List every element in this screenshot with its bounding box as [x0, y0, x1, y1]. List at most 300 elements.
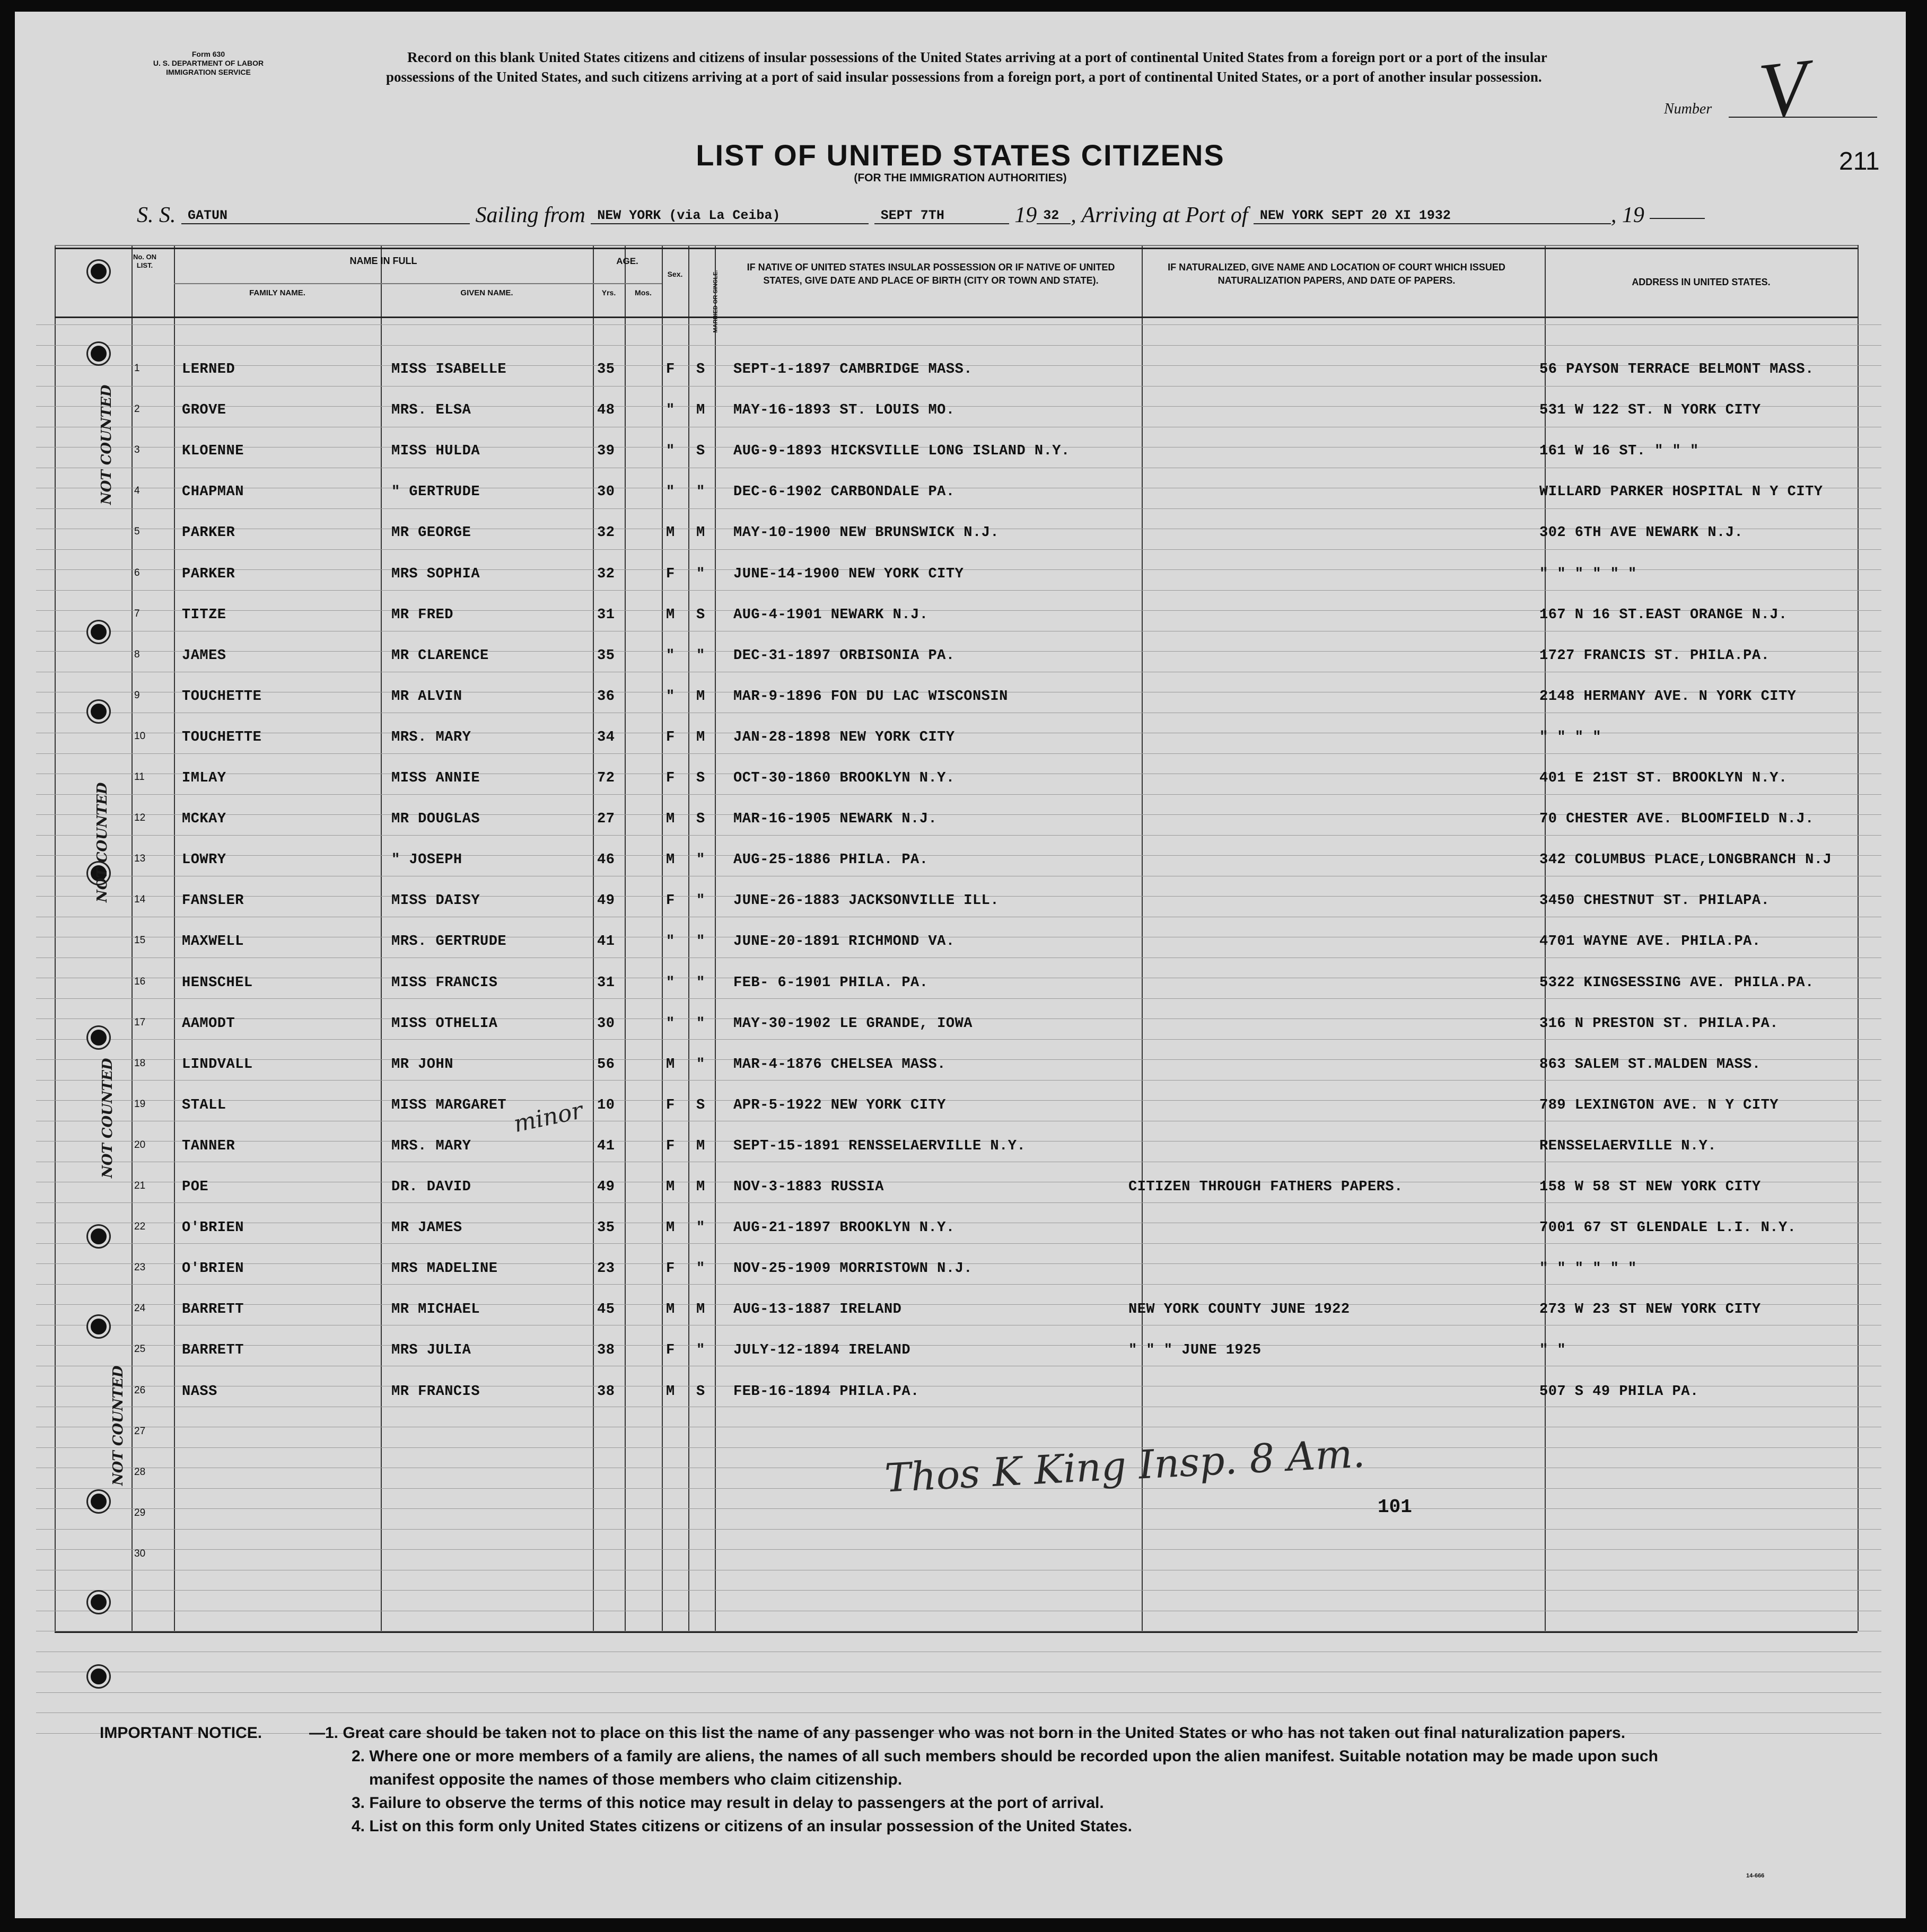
birth-date-place: FEB-16-1894 PHILA.PA. [733, 1383, 919, 1400]
notice-item-4: 4. List on this form only United States citizens or citizens of an insular possession of the United States. [352, 1817, 1132, 1835]
sex: M [666, 1302, 675, 1318]
header-rule [55, 248, 1858, 249]
sex: " [666, 934, 675, 950]
age-years: 38 [597, 1342, 615, 1359]
marital-status: M [696, 525, 705, 541]
binder-hole [88, 343, 109, 364]
ruled-line [36, 1284, 1881, 1285]
binder-hole [88, 1027, 109, 1048]
us-address: 158 W 58 ST NEW YORK CITY [1539, 1179, 1761, 1195]
age-years: 35 [597, 362, 615, 377]
family-name: NASS [182, 1383, 217, 1400]
age-years: 27 [597, 811, 615, 828]
marital-status: S [696, 607, 705, 623]
age-years: 30 [597, 1015, 615, 1032]
sex: F [666, 893, 675, 909]
header-rule [55, 245, 1858, 246]
column-divider [688, 245, 689, 1631]
row-number: 14 [134, 894, 146, 906]
col-address-header: ADDRESS IN UNITED STATES. [1632, 277, 1771, 287]
notice-label: IMPORTANT NOTICE. [100, 1724, 262, 1742]
row-number: 10 [134, 730, 146, 742]
family-name: MAXWELL [182, 934, 244, 950]
form-number: Form 630 [191, 50, 225, 58]
sex: " [666, 974, 675, 991]
marital-status: M [696, 1302, 705, 1318]
marital-status: M [696, 1138, 705, 1154]
ruled-line [36, 1549, 1881, 1550]
service-name: IMMIGRATION SERVICE [166, 68, 251, 76]
marital-status: " [696, 852, 705, 868]
row-number: 15 [134, 935, 146, 946]
age-years: 41 [597, 934, 615, 950]
given-name: MRS. MARY [391, 1138, 471, 1154]
page-number: 211 [1839, 147, 1880, 175]
margin-note-not-counted-2: NOT COUNTED [94, 782, 110, 902]
family-name: BARRETT [182, 1342, 244, 1359]
us-address: 167 N 16 ST.EAST ORANGE N.J. [1539, 607, 1788, 623]
marital-status: S [696, 362, 705, 377]
given-name: MISS ANNIE [391, 770, 480, 786]
margin-note-not-counted-4: NOT COUNTED [110, 1365, 126, 1486]
given-name: MR JOHN [391, 1056, 453, 1073]
sex: M [666, 1383, 675, 1400]
binder-hole [88, 261, 109, 282]
given-name: MR FRED [391, 607, 453, 623]
given-name: MRS SOPHIA [391, 566, 480, 582]
margin-note-not-counted-1: NOT COUNTED [99, 384, 115, 505]
column-divider [174, 245, 175, 1631]
age-years: 56 [597, 1056, 615, 1073]
marital-status: S [696, 443, 705, 460]
given-name: MRS. ELSA [391, 402, 471, 419]
binder-hole [88, 1592, 109, 1613]
col-sex-header: Sex. [667, 270, 683, 278]
age-years: 48 [597, 402, 615, 419]
us-address: 342 COLUMBUS PLACE,LONGBRANCH N.J [1539, 852, 1832, 868]
us-address: " " " " " " [1539, 1261, 1637, 1277]
margin-note-not-counted-3: NOT COUNTED [100, 1058, 116, 1178]
family-name: IMLAY [182, 770, 226, 786]
sex: F [666, 1261, 675, 1277]
col-no-header: No. ON LIST. [133, 253, 157, 269]
ruled-line [36, 1590, 1881, 1591]
sex: M [666, 607, 675, 623]
column-divider [132, 245, 133, 1631]
marital-status: " [696, 647, 705, 664]
us-address: 273 W 23 ST NEW YORK CITY [1539, 1302, 1761, 1318]
age-years: 32 [597, 566, 615, 582]
us-address: " " " " " " [1539, 566, 1637, 582]
sex: M [666, 1056, 675, 1073]
page-subtitle: (FOR THE IMMIGRATION AUTHORITIES) [854, 172, 1067, 184]
ruled-line [36, 1508, 1881, 1509]
age-years: 31 [597, 607, 615, 623]
birth-date-place: MAR-9-1896 FON DU LAC WISCONSIN [733, 688, 1008, 705]
ruled-line [36, 1080, 1881, 1081]
sex: M [666, 852, 675, 868]
marital-status: " [696, 1261, 705, 1277]
ruled-line [36, 753, 1881, 754]
marital-status: " [696, 1220, 705, 1236]
birth-date-place: MAR-4-1876 CHELSEA MASS. [733, 1056, 946, 1073]
binder-hole [88, 1666, 109, 1687]
sex: F [666, 1138, 675, 1154]
given-name: MISS OTHELIA [391, 1015, 498, 1032]
ruled-line [36, 1243, 1881, 1244]
sex: " [666, 1015, 675, 1032]
sex: M [666, 1179, 675, 1195]
given-name: MISS MARGARET [391, 1097, 507, 1113]
sex: " [666, 688, 675, 705]
family-name: KLOENNE [182, 443, 244, 460]
passenger-count: 101 [1378, 1496, 1412, 1518]
us-address: 4701 WAYNE AVE. PHILA.PA. [1539, 934, 1761, 950]
col-yrs-header: Yrs. [601, 288, 616, 297]
age-years: 23 [597, 1261, 615, 1277]
sex: F [666, 566, 675, 582]
marital-status: " [696, 484, 705, 500]
row-number: 27 [134, 1425, 146, 1437]
date-from: SEPT 7TH [874, 208, 1009, 224]
given-name: MRS. GERTRUDE [391, 934, 507, 950]
column-divider [625, 245, 626, 1631]
ruled-line [36, 998, 1881, 999]
family-name: PARKER [182, 525, 235, 541]
row-number: 7 [134, 608, 140, 619]
marital-status: M [696, 1179, 705, 1195]
family-name: JAMES [182, 647, 226, 664]
age-years: 10 [597, 1097, 615, 1113]
birth-date-place: AUG-13-1887 IRELAND [733, 1302, 902, 1318]
family-name: POE [182, 1179, 209, 1195]
naturalization: CITIZEN THROUGH FATHERS PAPERS. [1128, 1179, 1403, 1195]
age-years: 49 [597, 1179, 615, 1195]
header-rule [55, 317, 1858, 318]
us-address: 56 PAYSON TERRACE BELMONT MASS. [1539, 362, 1814, 377]
birth-date-place: APR-5-1922 NEW YORK CITY [733, 1097, 946, 1113]
sex: M [666, 811, 675, 828]
row-number: 23 [134, 1262, 146, 1274]
row-number: 18 [134, 1057, 146, 1069]
marital-status: " [696, 893, 705, 909]
column-divider [1142, 245, 1143, 1631]
ruled-line [36, 590, 1881, 591]
age-years: 49 [597, 893, 615, 909]
sex: " [666, 484, 675, 500]
binder-hole [88, 1491, 109, 1512]
arriving-label: , Arriving at Port of [1071, 203, 1248, 227]
given-name: MR MICHAEL [391, 1302, 480, 1318]
row-number: 6 [134, 567, 140, 578]
year-suffix: 32 [1037, 208, 1071, 224]
row-number: 8 [134, 648, 140, 660]
family-name: TOUCHETTE [182, 688, 262, 705]
sex: M [666, 1220, 675, 1236]
marital-status: M [696, 688, 705, 705]
family-name: TITZE [182, 607, 226, 623]
family-name: LINDVALL [182, 1056, 253, 1073]
given-name: MISS FRANCIS [391, 974, 498, 991]
birth-date-place: OCT-30-1860 BROOKLYN N.Y. [733, 770, 955, 786]
birth-date-place: JUNE-20-1891 RICHMOND VA. [733, 934, 955, 950]
binder-hole [88, 621, 109, 643]
column-divider [1858, 245, 1859, 1631]
column-divider [715, 245, 716, 1631]
row-number: 9 [134, 689, 140, 701]
row-number: 28 [134, 1466, 146, 1478]
birth-date-place: JUNE-14-1900 NEW YORK CITY [733, 566, 964, 582]
row-number: 21 [134, 1180, 146, 1191]
col-given-header: GIVEN NAME. [460, 288, 513, 297]
us-address: 161 W 16 ST. " " " [1539, 443, 1699, 460]
sex: F [666, 729, 675, 745]
sex: F [666, 770, 675, 786]
ruled-line [36, 835, 1881, 836]
notice-item-1: —1. Great care should be taken not to place on this list the name of any passenger who was not born in the United States or who has not taken out final naturalization papers. [309, 1724, 1626, 1742]
us-address: " " [1539, 1342, 1566, 1359]
port-from: NEW YORK (via La Ceiba) [591, 208, 869, 224]
column-divider [381, 245, 382, 1631]
birth-date-place: DEC-6-1902 CARBONDALE PA. [733, 484, 955, 500]
family-name: HENSCHEL [182, 974, 253, 991]
us-address: 5322 KINGSESSING AVE. PHILA.PA. [1539, 974, 1814, 991]
notice-item-2a: 2. Where one or more members of a family are aliens, the names of all such members should be recorded upon the alien manifest. Suitable notation may be made upon such [352, 1747, 1658, 1765]
row-number: 29 [134, 1507, 146, 1518]
us-address: 316 N PRESTON ST. PHILA.PA. [1539, 1015, 1779, 1032]
marital-status: " [696, 1056, 705, 1073]
age-years: 39 [597, 443, 615, 460]
number-label: Number [1664, 101, 1712, 117]
age-years: 35 [597, 647, 615, 664]
ruled-line [36, 1529, 1881, 1530]
year-prefix-2: , 19 [1610, 203, 1644, 227]
marital-status: S [696, 770, 705, 786]
marital-status: S [696, 1383, 705, 1400]
birth-date-place: MAY-16-1893 ST. LOUIS MO. [733, 402, 955, 419]
family-name: AAMODT [182, 1015, 235, 1032]
given-name: MR GEORGE [391, 525, 471, 541]
birth-date-place: MAY-10-1900 NEW BRUNSWICK N.J. [733, 525, 1000, 541]
row-number: 1 [134, 363, 140, 374]
port-to: NEW YORK SEPT 20 XI 1932 [1254, 208, 1611, 224]
marital-status: " [696, 974, 705, 991]
age-years: 46 [597, 852, 615, 868]
marital-status: " [696, 566, 705, 582]
row-number: 12 [134, 812, 146, 824]
sex: F [666, 1342, 675, 1359]
us-address: 302 6TH AVE NEWARK N.J. [1539, 525, 1744, 541]
family-name: BARRETT [182, 1302, 244, 1318]
year-blank [1650, 218, 1705, 219]
family-name: TOUCHETTE [182, 729, 262, 745]
inspector-signature: Thos K King Insp. 8 Am. [883, 1430, 1367, 1501]
birth-date-place: JAN-28-1898 NEW YORK CITY [733, 729, 955, 745]
column-divider [593, 245, 594, 1631]
age-years: 72 [597, 770, 615, 786]
naturalization: NEW YORK COUNTY JUNE 1922 [1128, 1302, 1350, 1318]
row-number: 30 [134, 1548, 146, 1559]
row-number: 11 [134, 771, 145, 783]
marital-status: S [696, 1097, 705, 1113]
us-address: WILLARD PARKER HOSPITAL N Y CITY [1539, 484, 1823, 500]
birth-date-place: AUG-25-1886 PHILA. PA. [733, 852, 929, 868]
ruled-line [36, 794, 1881, 795]
birth-date-place: MAY-30-1902 LE GRANDE, IOWA [733, 1015, 973, 1032]
age-years: 45 [597, 1302, 615, 1318]
ruled-line [36, 1692, 1881, 1693]
notice-item-2b: manifest opposite the names of those members who claim citizenship. [369, 1771, 903, 1788]
marital-status: " [696, 1015, 705, 1032]
ruled-line [36, 1447, 1881, 1448]
us-address: 7001 67 ST GLENDALE L.I. N.Y. [1539, 1220, 1797, 1236]
given-name: MR FRANCIS [391, 1383, 480, 1400]
col-naturalized-header: IF NATURALIZED, GIVE NAME AND LOCATION OF COURT WHICH ISSUED NATURALIZATION PAPERS, AND DATE OF PAPERS. [1168, 262, 1505, 286]
birth-date-place: AUG-21-1897 BROOKLYN N.Y. [733, 1220, 955, 1236]
given-name: MR ALVIN [391, 688, 462, 705]
sex: F [666, 1097, 675, 1113]
us-address: 1727 FRANCIS ST. PHILA.PA. [1539, 647, 1770, 664]
row-number: 16 [134, 976, 146, 987]
family-name: MCKAY [182, 811, 226, 828]
birth-date-place: AUG-4-1901 NEWARK N.J. [733, 607, 929, 623]
column-divider [662, 245, 663, 1631]
family-name: GROVE [182, 402, 226, 419]
given-name: MISS DAISY [391, 893, 480, 909]
sailing-from-label: Sailing from [475, 203, 585, 227]
us-address: 401 E 21ST ST. BROOKLYN N.Y. [1539, 770, 1788, 786]
birth-date-place: MAR-16-1905 NEWARK N.J. [733, 811, 938, 828]
sex: " [666, 443, 675, 460]
family-name: LERNED [182, 362, 235, 377]
ruled-line [36, 386, 1881, 387]
age-years: 38 [597, 1383, 615, 1400]
birth-date-place: AUG-9-1893 HICKSVILLE LONG ISLAND N.Y. [733, 443, 1070, 460]
given-name: MISS HULDA [391, 443, 480, 460]
manifest-page [15, 12, 1906, 1918]
sailing-line [137, 203, 1705, 228]
table-bottom-rule [55, 1631, 1858, 1633]
marital-status: M [696, 729, 705, 745]
age-years: 36 [597, 688, 615, 705]
form-code: 14-666 [1746, 1873, 1765, 1879]
row-number: 26 [134, 1384, 146, 1396]
us-address: 507 S 49 PHILA PA. [1539, 1383, 1699, 1400]
row-number: 2 [134, 403, 140, 415]
notice-item-3: 3. Failure to observe the terms of this notice may result in delay to passengers at the port of arrival. [352, 1794, 1104, 1812]
given-name: MRS JULIA [391, 1342, 471, 1359]
given-name: MRS. MARY [391, 729, 471, 745]
us-address: 70 CHESTER AVE. BLOOMFIELD N.J. [1539, 811, 1814, 828]
record-instructions: Record on this blank United States citizens and citizens of insular possessions of the United States arriving at a port of continental United States from a foreign port or a port of the insular possessions of the United States, and such citizens arriving at a port of said insular possessions from a foreign port, a port of continental United States, or a port of another insular possession. [386, 49, 1547, 85]
marital-status: S [696, 811, 705, 828]
col-married-header: MARRIED OR SINGLE. [712, 270, 719, 333]
birth-date-place: DEC-31-1897 ORBISONIA PA. [733, 647, 955, 664]
family-name: O'BRIEN [182, 1261, 244, 1277]
row-number: 24 [134, 1303, 146, 1314]
col-name-header: NAME IN FULL [349, 256, 417, 266]
ruled-line [36, 324, 1881, 325]
row-number: 19 [134, 1098, 146, 1110]
header-rule [174, 283, 662, 284]
sex: F [666, 362, 675, 377]
us-address: 2148 HERMANY AVE. N YORK CITY [1539, 688, 1797, 705]
department-name: U. S. DEPARTMENT OF LABOR [153, 59, 264, 67]
row-number: 5 [134, 526, 140, 538]
stall-minor-note: minor [511, 1096, 585, 1138]
age-years: 31 [597, 974, 615, 991]
given-name: DR. DAVID [391, 1179, 471, 1195]
family-name: TANNER [182, 1138, 235, 1154]
age-years: 30 [597, 484, 615, 500]
col-mos-header: Mos. [635, 288, 652, 297]
year-prefix: 19 [1014, 203, 1037, 227]
number-handwritten-mark: V [1755, 42, 1813, 136]
ruled-line [36, 1202, 1881, 1203]
row-number: 22 [134, 1221, 146, 1233]
given-name: MR CLARENCE [391, 647, 489, 664]
binder-hole [88, 1316, 109, 1337]
ss-label: S. S. [137, 203, 176, 227]
ruled-line [36, 549, 1881, 550]
row-number: 25 [134, 1343, 146, 1355]
family-name: O'BRIEN [182, 1220, 244, 1236]
col-birth-header: IF NATIVE OF UNITED STATES INSULAR POSSESSION OR IF NATIVE OF UNITED STATES, GIVE DATE AND PLACE OF BIRTH (CITY OR TOWN AND STATE). [747, 262, 1115, 286]
birth-date-place: SEPT-15-1891 RENSSELAERVILLE N.Y. [733, 1138, 1026, 1154]
given-name: " JOSEPH [391, 852, 462, 868]
given-name: MRS MADELINE [391, 1261, 498, 1277]
ruled-line [36, 345, 1881, 346]
form-identifier [94, 50, 322, 77]
age-years: 41 [597, 1138, 615, 1154]
family-name: STALL [182, 1097, 226, 1113]
birth-date-place: JULY-12-1894 IRELAND [733, 1342, 911, 1359]
marital-status: M [696, 402, 705, 419]
column-divider [55, 245, 56, 1631]
ruled-line [36, 1039, 1881, 1040]
birth-date-place: NOV-3-1883 RUSSIA [733, 1179, 884, 1195]
row-number: 13 [134, 853, 146, 865]
row-number: 17 [134, 1016, 146, 1028]
important-notice [100, 1722, 1823, 1838]
birth-date-place: SEPT-1-1897 CAMBRIDGE MASS. [733, 362, 973, 377]
sex: " [666, 402, 675, 419]
given-name: " GERTRUDE [391, 484, 480, 500]
us-address: 789 LEXINGTON AVE. N Y CITY [1539, 1097, 1779, 1113]
us-address: 863 SALEM ST.MALDEN MASS. [1539, 1056, 1761, 1073]
us-address: 3450 CHESTNUT ST. PHILAPA. [1539, 893, 1770, 909]
sex: " [666, 647, 675, 664]
family-name: CHAPMAN [182, 484, 244, 500]
birth-date-place: JUNE-26-1883 JACKSONVILLE ILL. [733, 893, 1000, 909]
us-address: 531 W 122 ST. N YORK CITY [1539, 402, 1761, 419]
ship-name: GATUN [181, 208, 470, 224]
row-number: 3 [134, 444, 140, 456]
row-number: 4 [134, 485, 140, 497]
page-title: LIST OF UNITED STATES CITIZENS [696, 138, 1225, 172]
family-name: FANSLER [182, 893, 244, 909]
birth-date-place: NOV-25-1909 MORRISTOWN N.J. [733, 1261, 973, 1277]
binder-hole [88, 1226, 109, 1247]
us-address: RENSSELAERVILLE N.Y. [1539, 1138, 1717, 1154]
sex: M [666, 525, 675, 541]
family-name: PARKER [182, 566, 235, 582]
marital-status: " [696, 934, 705, 950]
col-age-header: AGE. [616, 256, 638, 266]
ruled-line [36, 508, 1881, 509]
birth-date-place: FEB- 6-1901 PHILA. PA. [733, 974, 929, 991]
age-years: 32 [597, 525, 615, 541]
